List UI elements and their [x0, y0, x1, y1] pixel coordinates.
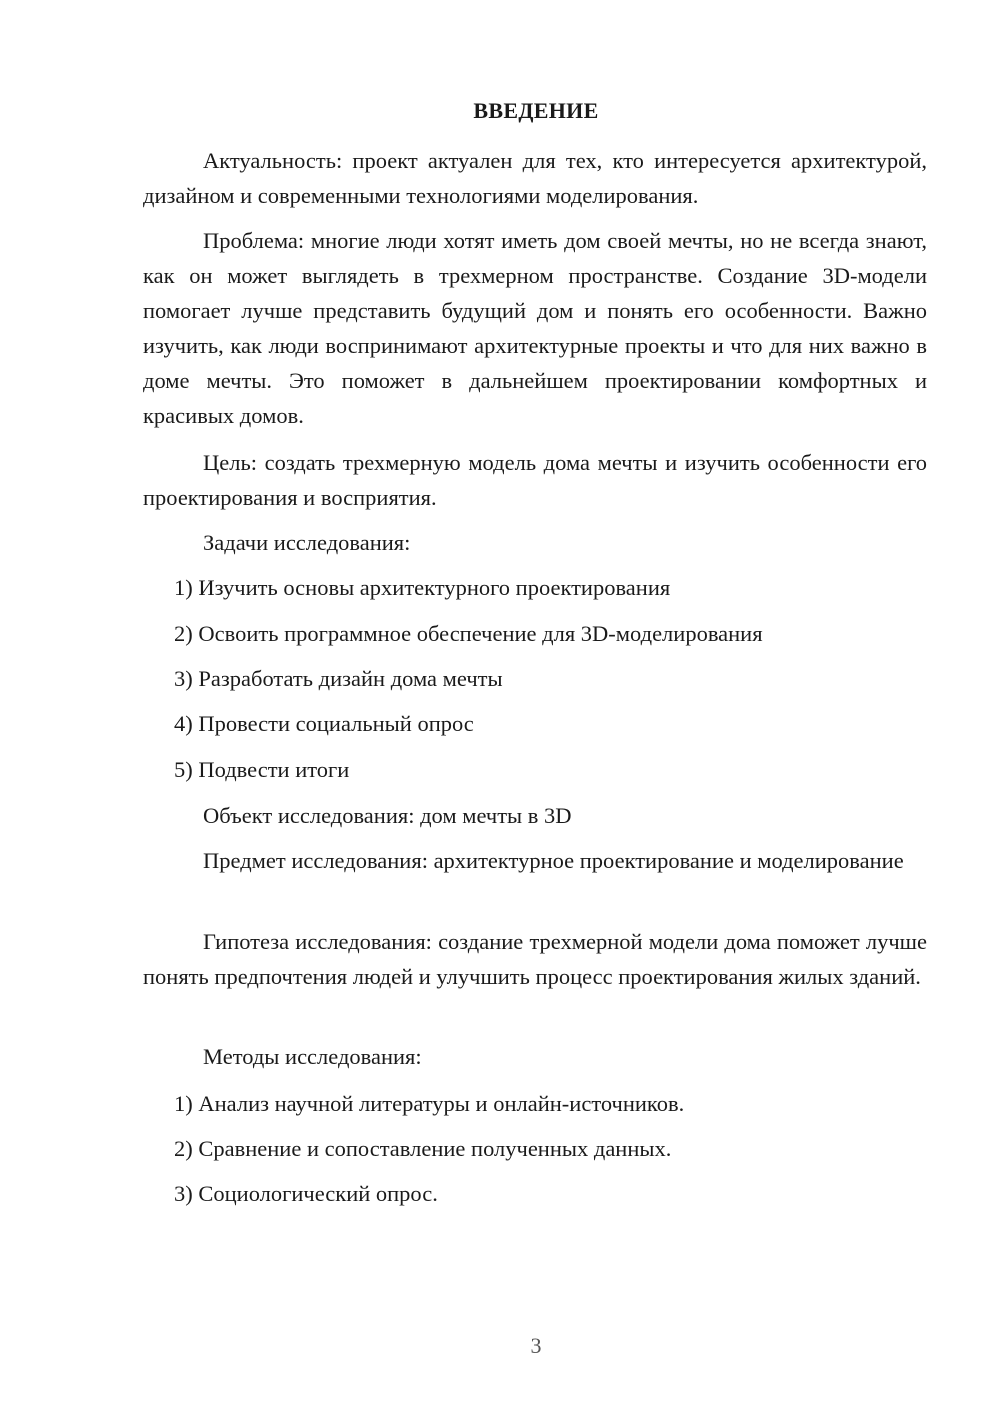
task-item-2: 2) Освоить программное обеспечение для 3D-моделирования	[174, 621, 763, 646]
object-line: Объект исследования: дом мечты в 3D	[203, 803, 572, 828]
page-heading: ВВЕДЕНИЕ	[473, 98, 599, 123]
method-item-2: 2) Сравнение и сопоставление полученных данных.	[174, 1136, 672, 1161]
task-item-3: 3) Разработать дизайн дома мечты	[174, 666, 503, 691]
method-item-3: 3) Социологический опрос.	[174, 1181, 438, 1206]
page-number: 3	[530, 1333, 542, 1358]
task-item-1: 1) Изучить основы архитектурного проектирования	[174, 575, 671, 600]
goal-paragraph: Цель: создать трехмерную модель дома мечты и изучить особенности его проектирования и восприятия.	[143, 450, 927, 510]
relevance-paragraph: Актуальность: проект актуален для тех, кто интересуется архитектурой, дизайном и современными технологиями моделирования.	[143, 148, 927, 208]
methods-title: Методы исследования:	[203, 1044, 422, 1069]
task-item-4: 4) Провести социальный опрос	[174, 711, 474, 736]
hypothesis-paragraph: Гипотеза исследования: создание трехмерной модели дома поможет лучше понять предпочтения людей и улучшить процесс проектирования жилых зданий.	[143, 929, 927, 989]
tasks-title: Задачи исследования:	[203, 530, 411, 555]
problem-paragraph: Проблема: многие люди хотят иметь дом своей мечты, но не всегда знают, как он может выглядеть в трехмерном пространстве. Создание 3D-модели помогает лучше представить будущий дом и понять его особенности. Важно изучить, как люди воспринимают архитектурные проекты и что для них важно в доме мечты. Это поможет в дальнейшем проектировании комфортных и красивых домов.	[143, 228, 927, 428]
method-item-1: 1) Анализ научной литературы и онлайн-источников.	[174, 1091, 685, 1116]
subject-paragraph: Предмет исследования: архитектурное проектирование и моделирование	[203, 848, 904, 873]
task-item-5: 5) Подвести итоги	[174, 757, 350, 782]
